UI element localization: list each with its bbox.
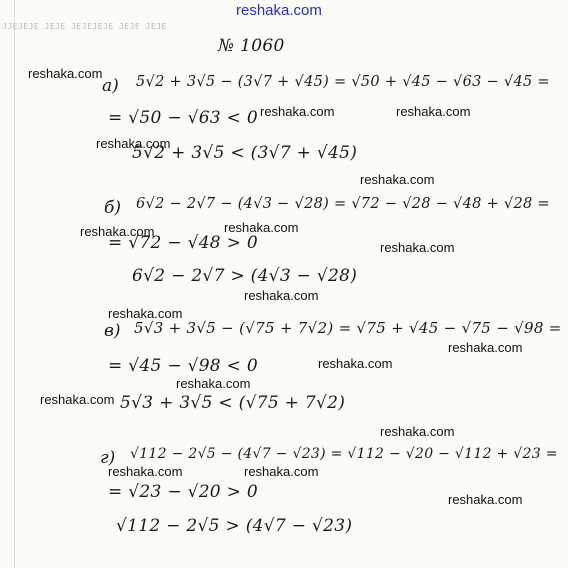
part-b-line-3: 6√2 − 2√7 > (4√3 − √28) <box>132 266 358 286</box>
watermark: reshaka.com <box>448 340 523 355</box>
part-v-line-1: 5√3 + 3√5 − (√75 + 7√2) = √75 + √45 − √75 − √98 = <box>134 319 562 337</box>
watermark: reshaka.com <box>80 224 155 239</box>
watermark: reshaka.com <box>176 376 251 391</box>
part-a-line-2: = √50 − √63 < 0 <box>108 108 258 128</box>
watermark: reshaka.com <box>244 288 319 303</box>
watermark: reshaka.com <box>108 464 183 479</box>
watermark: reshaka.com <box>260 104 335 119</box>
part-label-b: б) <box>104 198 122 218</box>
part-v-line-3: 5√3 + 3√5 < (√75 + 7√2) <box>120 393 346 413</box>
part-b-line-1: 6√2 − 2√7 − (4√3 − √28) = √72 − √28 − √48 + √28 = <box>136 196 550 212</box>
part-label-v: в) <box>104 321 121 341</box>
part-label-g: г) <box>100 448 116 468</box>
page-margin-line <box>14 0 15 568</box>
site-watermark-top: reshaka.com <box>236 2 322 19</box>
watermark: reshaka.com <box>96 136 171 151</box>
watermark: reshaka.com <box>244 464 319 479</box>
watermark: reshaka.com <box>28 66 103 81</box>
problem-number: № 1060 <box>218 36 285 56</box>
part-v-line-2: = √45 − √98 < 0 <box>108 356 258 376</box>
watermark: reshaka.com <box>108 306 183 321</box>
part-g-line-1: √112 − 2√5 − (4√7 − √23) = √112 − √20 − √112 + √23 = <box>130 446 558 462</box>
part-g-line-3: √112 − 2√5 > (4√7 − √23) <box>116 516 353 536</box>
top-strip-text: ЈЈЕЈЕЈЕ ЈЕЈЕ ЈЕЈЕЈЕЈЕ ЈЕЈЕ ЈЕЈЕ <box>2 22 167 31</box>
watermark: reshaka.com <box>448 492 523 507</box>
watermark: reshaka.com <box>40 392 115 407</box>
watermark: reshaka.com <box>360 172 435 187</box>
part-a-line-3: 5√2 + 3√5 < (3√7 + √45) <box>132 143 358 163</box>
watermark: reshaka.com <box>224 220 299 235</box>
watermark: reshaka.com <box>318 356 393 371</box>
part-g-line-2: = √23 − √20 > 0 <box>108 482 258 502</box>
part-b-line-2: = √72 − √48 > 0 <box>108 233 258 253</box>
watermark: reshaka.com <box>396 104 471 119</box>
part-label-a: a) <box>102 76 119 96</box>
part-a-line-1: 5√2 + 3√5 − (3√7 + √45) = √50 + √45 − √63 − √45 = <box>136 74 550 90</box>
watermark: reshaka.com <box>380 424 455 439</box>
watermark: reshaka.com <box>380 240 455 255</box>
